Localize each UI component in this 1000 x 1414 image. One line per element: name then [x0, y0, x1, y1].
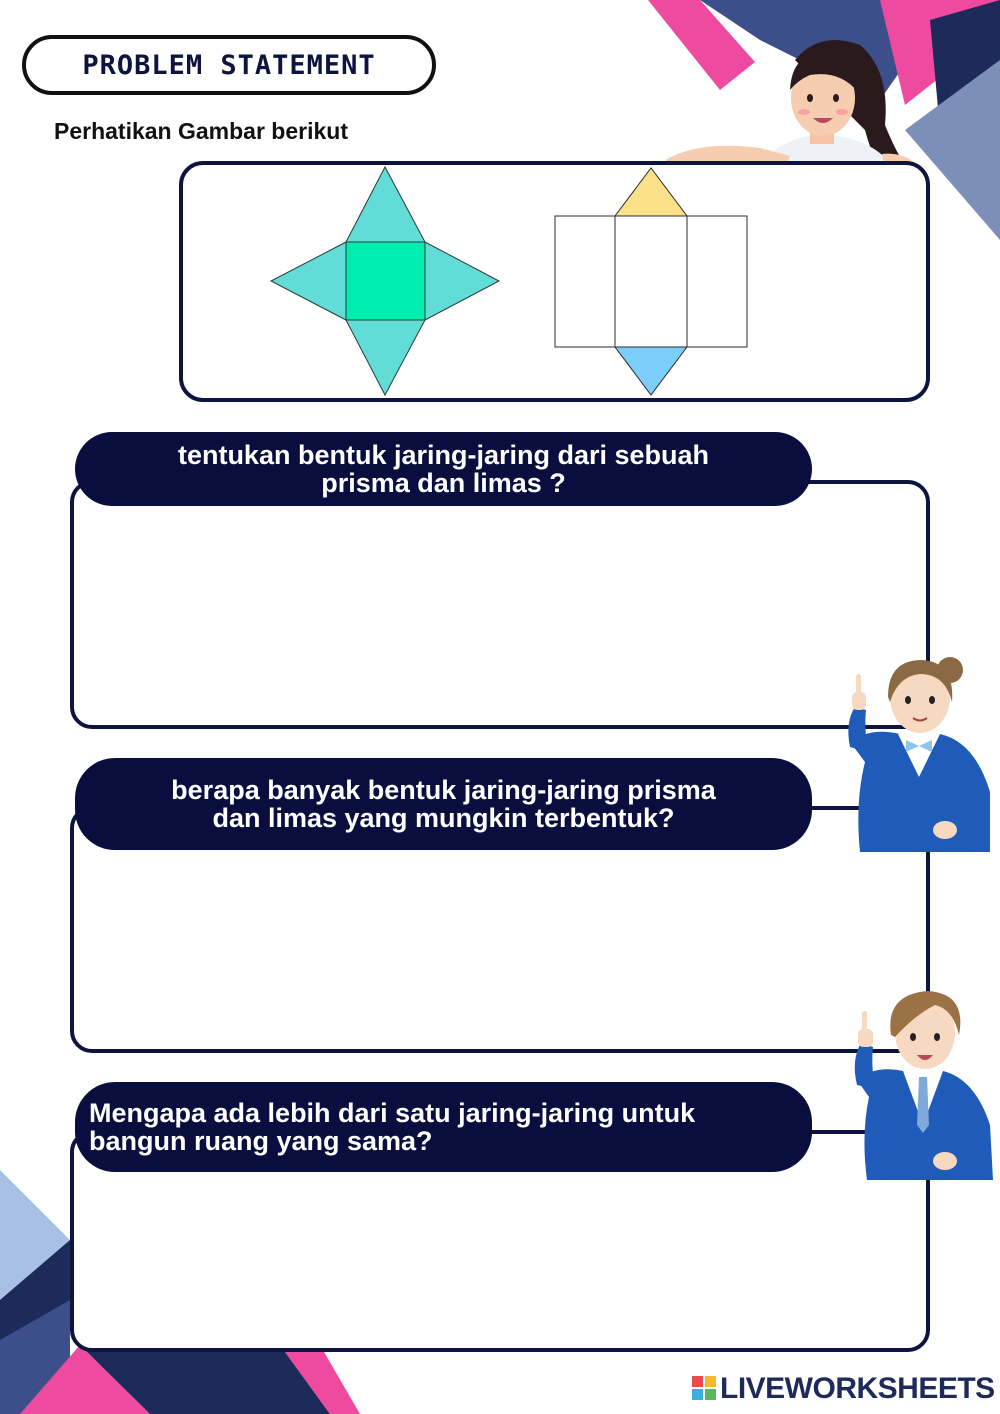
- page-title-pill: [22, 35, 436, 95]
- question-pill-1: [75, 432, 812, 506]
- page-title: PROBLEM STATEMENT: [82, 49, 376, 81]
- pyramid-base: [346, 242, 425, 320]
- prism-side-middle: [615, 216, 687, 347]
- prism-top-triangle: [615, 168, 687, 216]
- liveworksheets-logo: [692, 1372, 995, 1406]
- answer-input-1[interactable]: [74, 484, 926, 725]
- prism-side-right: [687, 216, 747, 347]
- brand-name: LIVEWORKSHEETS: [720, 1372, 995, 1405]
- answer-box-1: [70, 480, 930, 729]
- question-2-line-2: dan limas yang mungkin terbentuk?: [212, 803, 675, 833]
- pyramid-face-bottom: [346, 320, 425, 395]
- question-pill-3: [75, 1082, 812, 1172]
- question-2-line-1: berapa banyak bentuk jaring-jaring prisma: [171, 775, 716, 805]
- pyramid-face-top: [346, 167, 425, 242]
- instruction-text: Perhatikan Gambar berikut: [54, 118, 348, 144]
- prism-net: [555, 168, 747, 395]
- question-3-line-2: bangun ruang yang sama?: [89, 1126, 433, 1156]
- question-1-line-2: prisma dan limas ?: [321, 468, 566, 498]
- pyramid-face-right: [425, 242, 499, 320]
- liveworksheets-logo-icon: [692, 1376, 718, 1402]
- businesswoman-illustration: [840, 652, 1000, 852]
- businessman-illustration: [845, 985, 1000, 1180]
- question-3-line-1: Mengapa ada lebih dari satu jaring-jaring untuk: [89, 1098, 696, 1128]
- pyramid-face-left: [271, 242, 346, 320]
- prism-side-left: [555, 216, 615, 347]
- prism-bottom-triangle: [615, 347, 687, 395]
- question-pill-2: [75, 758, 812, 850]
- pyramid-net: [271, 167, 499, 395]
- question-1-line-1: tentukan bentuk jaring-jaring dari sebuah: [177, 440, 710, 470]
- nets-figure: [179, 161, 930, 402]
